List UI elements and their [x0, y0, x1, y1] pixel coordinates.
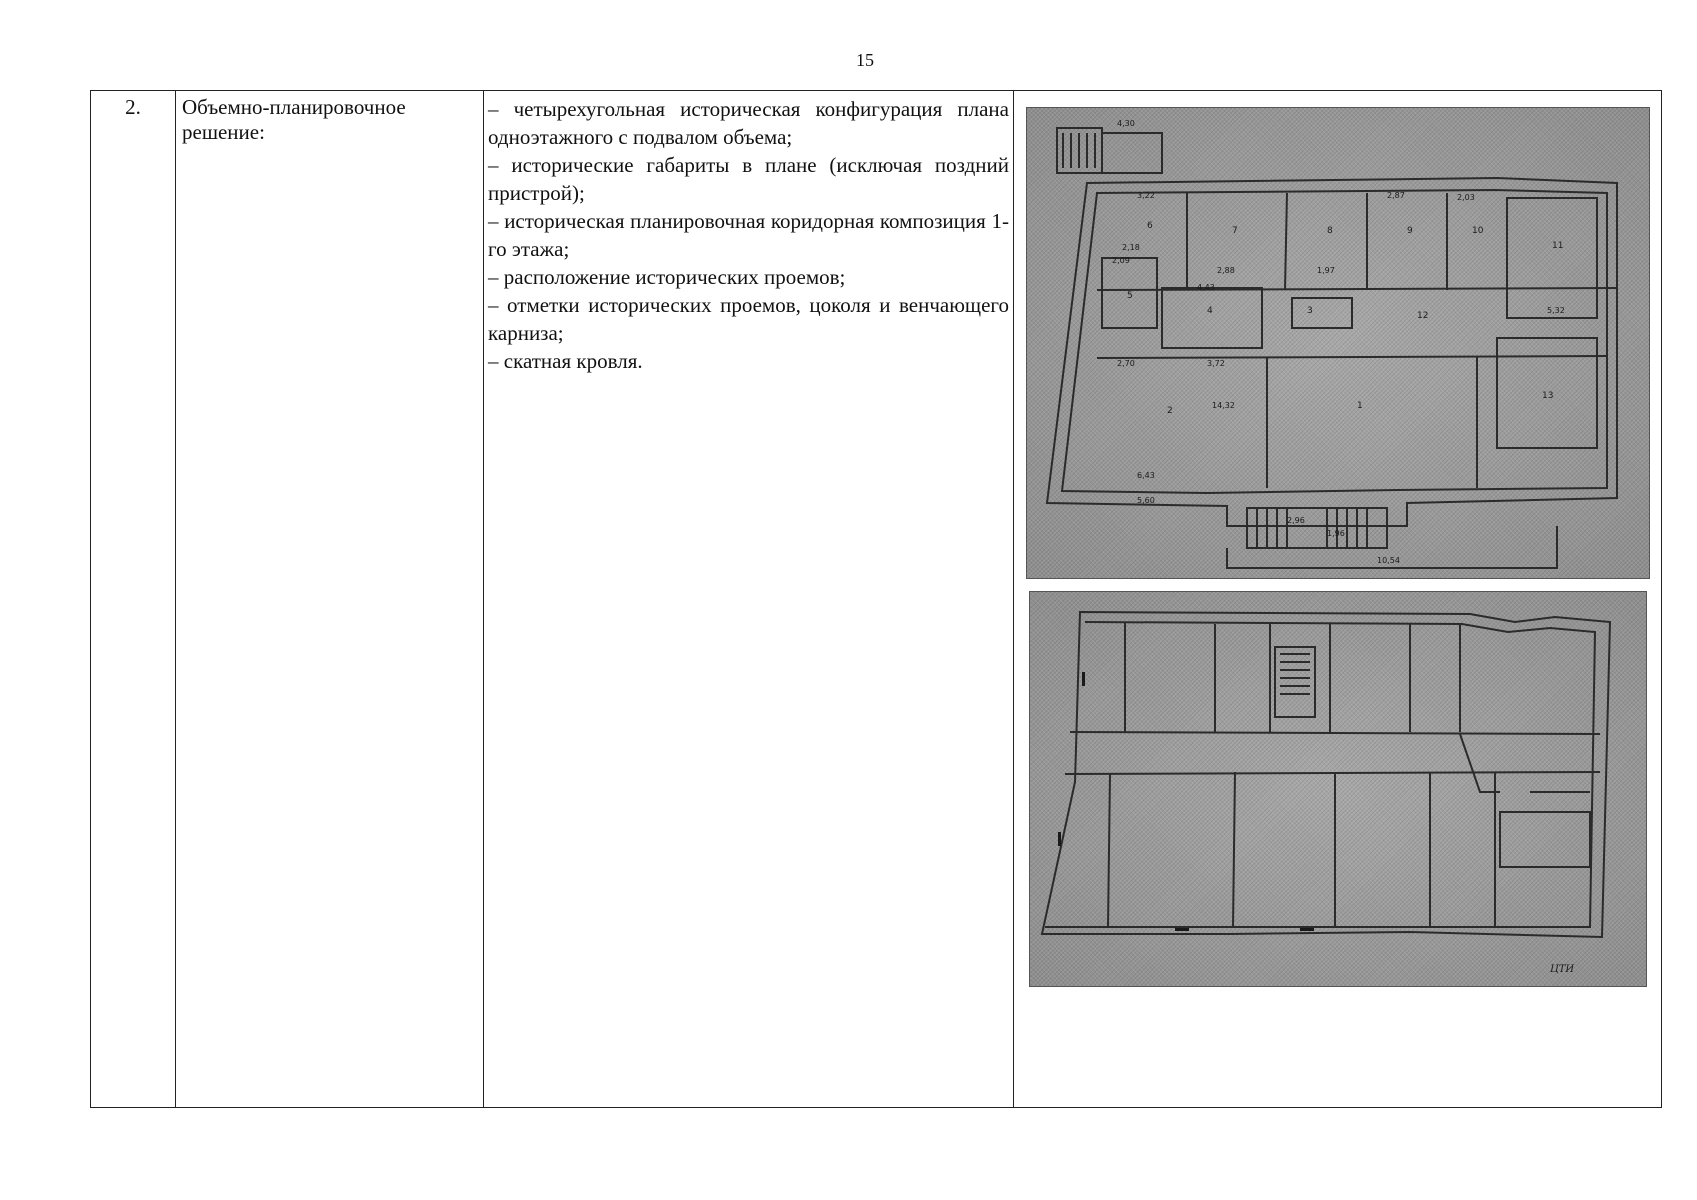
dimension-label: 1,97 — [1317, 266, 1335, 275]
row-title: Объемно-планировочное решение: — [176, 91, 484, 1108]
stamp-text: ЦТИ — [1550, 964, 1575, 975]
row-number: 2. — [91, 91, 176, 1108]
dimension-label: 5,60 — [1137, 496, 1155, 505]
dimension-label: 2,96 — [1287, 516, 1305, 525]
dimension-label: 2,03 — [1457, 193, 1475, 202]
dimension-label: 2,70 — [1117, 359, 1135, 368]
images-cell — [1014, 91, 1662, 1108]
dimension-label: 10,54 — [1377, 556, 1400, 565]
dimension-label: 4,30 — [1117, 119, 1135, 128]
dimension-label: 1,96 — [1327, 529, 1345, 538]
list-item: – скатная кровля. — [488, 349, 643, 373]
room-number: 4 — [1207, 306, 1213, 316]
room-number: 12 — [1417, 311, 1429, 321]
requirements-table — [90, 90, 1662, 1108]
list-item: – историческая планировочная коридорная композиция 1-го этажа; — [488, 209, 1009, 261]
room-number: 3 — [1307, 306, 1313, 316]
floor-plan-image-1 — [1026, 107, 1650, 579]
page-number: 15 — [856, 50, 874, 70]
dimension-label: 4,43 — [1197, 283, 1215, 292]
dimension-label: 14,32 — [1212, 401, 1235, 410]
items-list — [488, 95, 1009, 375]
room-number: 9 — [1407, 226, 1413, 236]
dimension-label: 3,22 — [1137, 191, 1155, 200]
dimension-label: 3,72 — [1207, 359, 1225, 368]
floor-plan-1-drawing — [1027, 108, 1649, 578]
list-item: – расположение исторических проемов; — [488, 265, 846, 289]
room-number: 6 — [1147, 221, 1153, 231]
room-number: 2 — [1167, 406, 1173, 416]
table-row — [91, 91, 1662, 1108]
list-item: – четырехугольная историческая конфигурация плана одноэтажного с подвалом объема; — [488, 97, 1009, 149]
room-number: 7 — [1232, 226, 1238, 236]
list-item: – исторические габариты в плане (исключая поздний пристрой); — [488, 153, 1009, 205]
dimension-label: 2,18 — [1122, 243, 1140, 252]
room-number: 11 — [1552, 241, 1564, 251]
row-items — [484, 91, 1014, 1108]
dimension-label: 2,87 — [1387, 191, 1405, 200]
room-number: 5 — [1127, 291, 1133, 301]
room-number: 10 — [1472, 226, 1484, 236]
floor-plan-2-drawing — [1030, 592, 1646, 986]
dimension-label: 2,88 — [1217, 266, 1235, 275]
room-number: 13 — [1542, 391, 1554, 401]
room-number: 1 — [1357, 401, 1363, 411]
dimension-label: 5,32 — [1547, 306, 1565, 315]
dimension-label: 2,09 — [1112, 256, 1130, 265]
list-item: – отметки исторических проемов, цоколя и венчающего карниза; — [488, 293, 1009, 345]
room-number: 8 — [1327, 226, 1333, 236]
dimension-label: 6,43 — [1137, 471, 1155, 480]
floor-plan-image-2 — [1029, 591, 1647, 987]
